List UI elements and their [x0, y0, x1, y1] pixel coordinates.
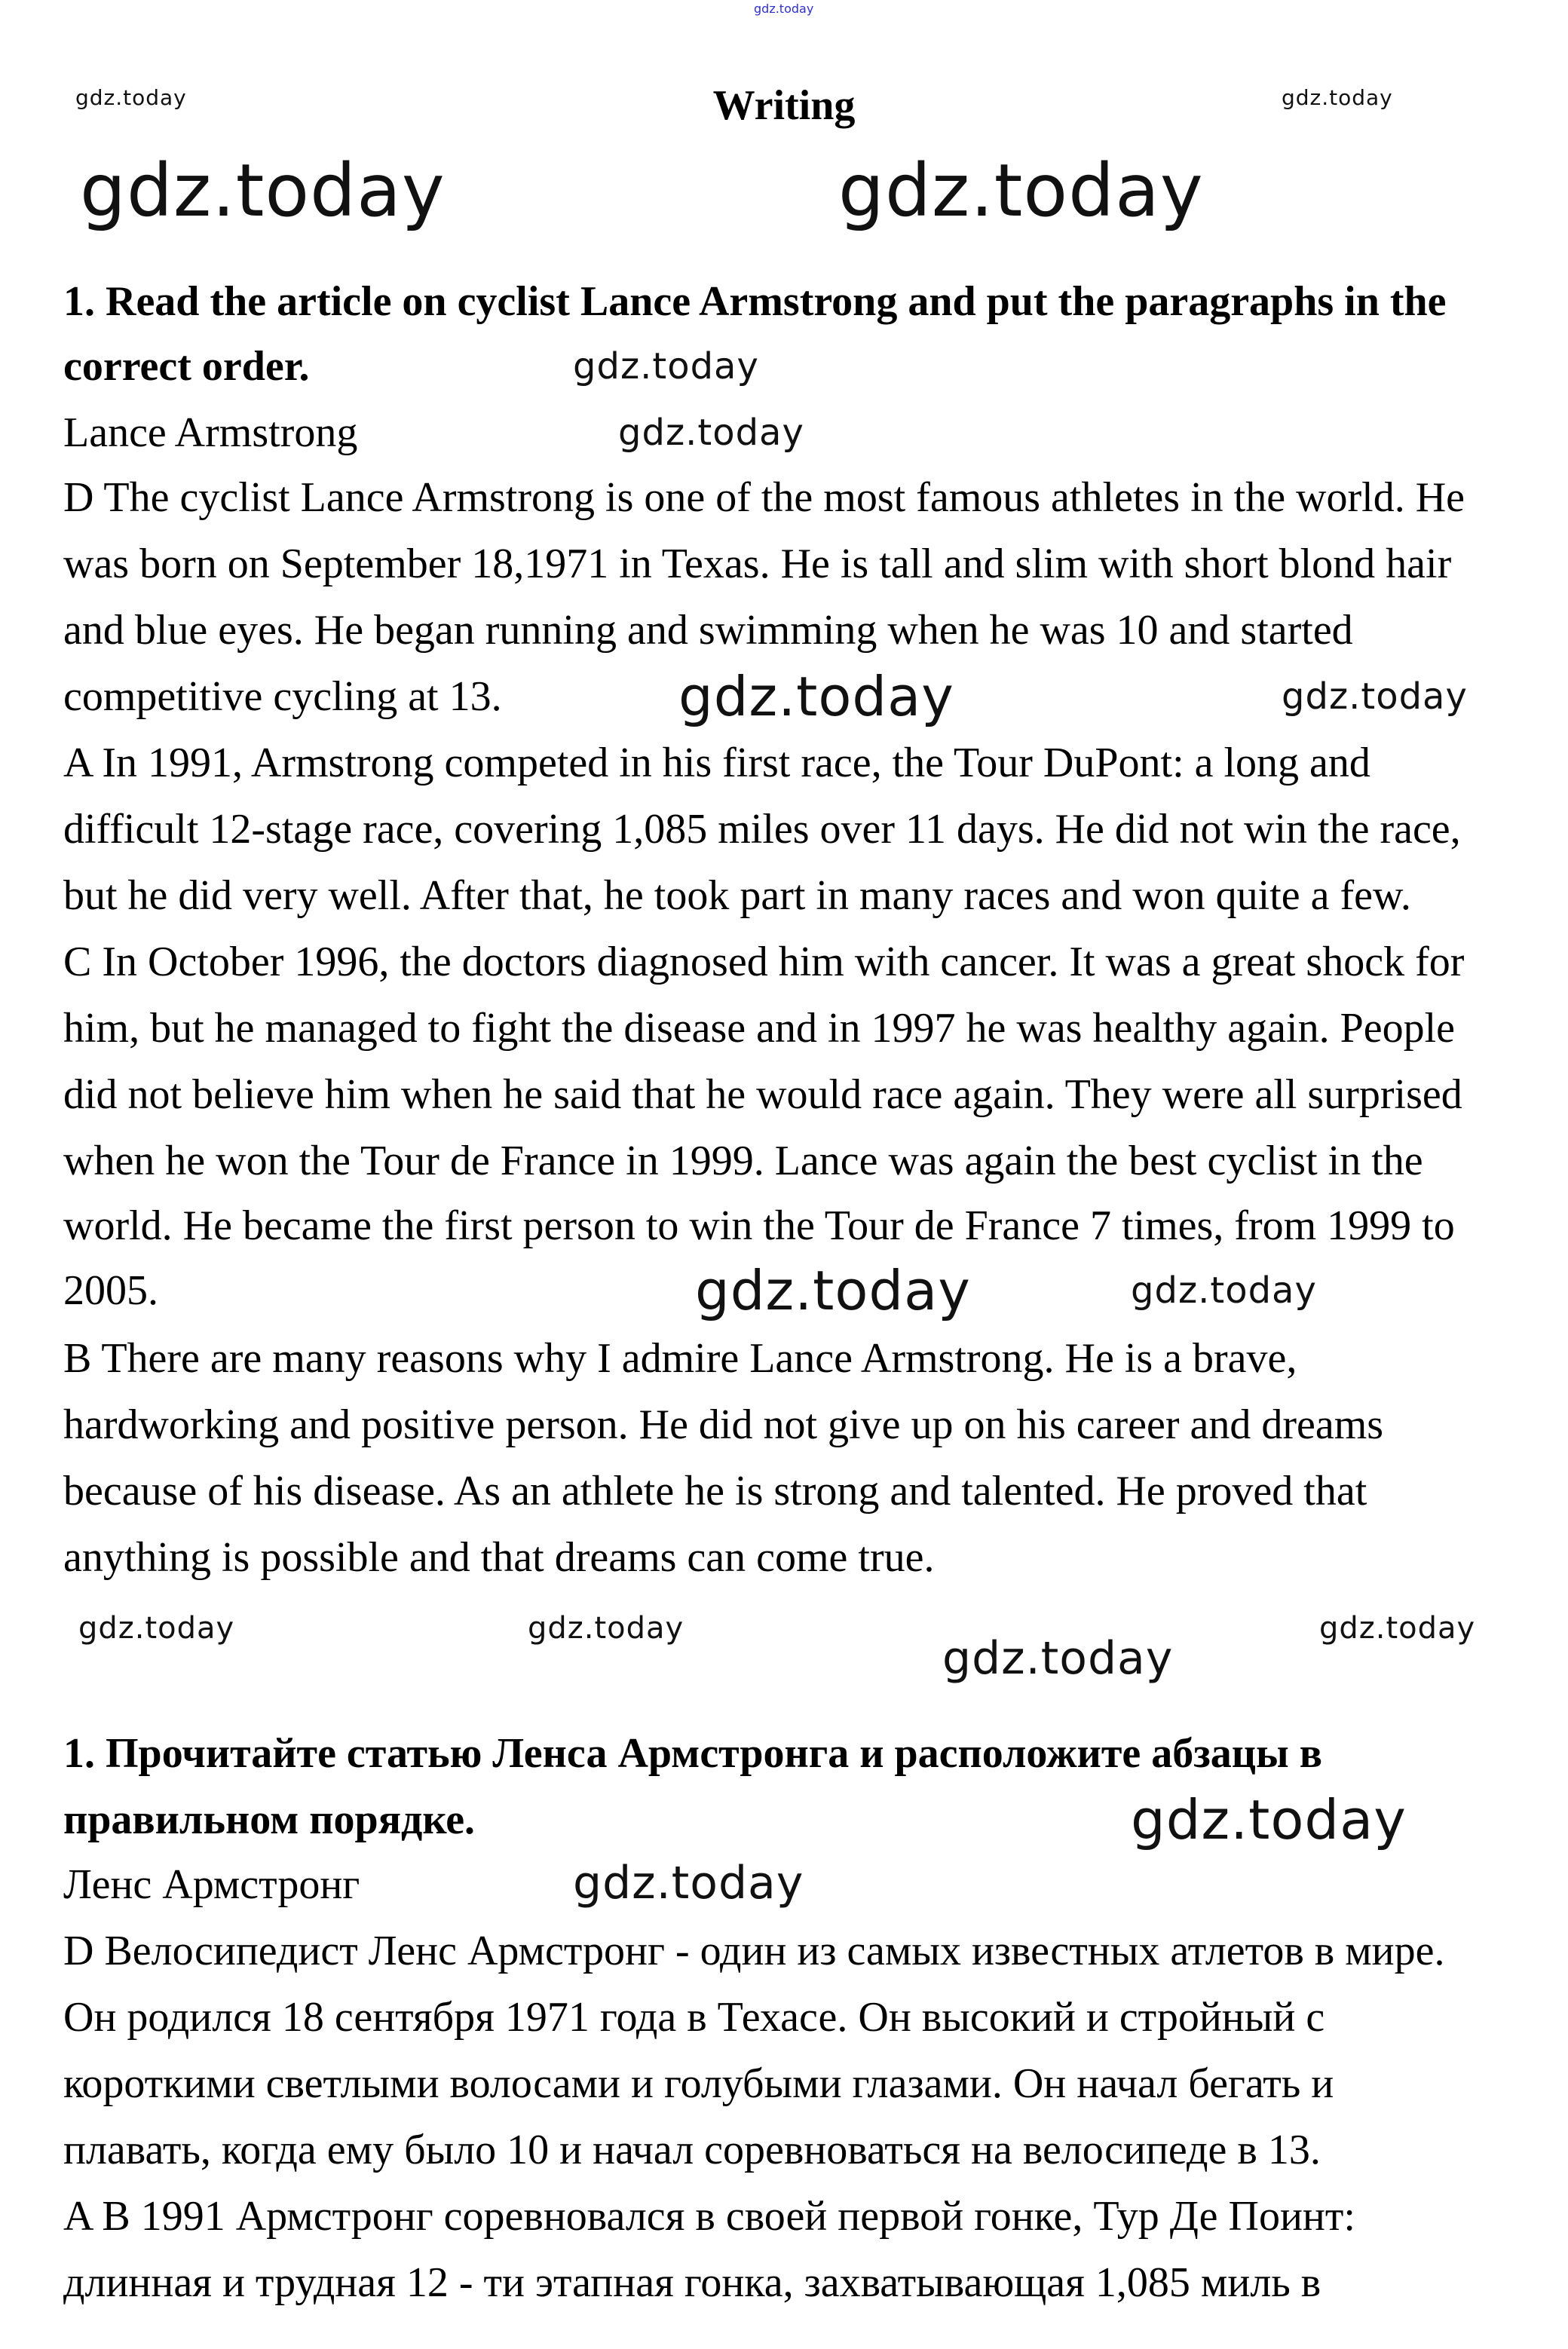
text-line: D The cyclist Lance Armstrong is one of the most famous athletes in the world. He — [63, 474, 1465, 521]
text-line: when he won the Tour de France in 1999. Lance was again the best cyclist in the — [63, 1138, 1423, 1184]
text-line: D Велосипедист Ленс Армстронг - один из самых известных атлетов в мире. — [63, 1928, 1445, 1974]
watermark: gdz.today — [1282, 85, 1393, 110]
watermark: gdz.today — [838, 149, 1204, 233]
watermark: gdz.today — [695, 1259, 971, 1322]
text-line: difficult 12-stage race, covering 1,085 miles over 11 days. He did not win the race, — [63, 806, 1461, 853]
watermark: gdz.today — [80, 149, 446, 233]
text-line: B There are many reasons why I admire Lance Armstrong. He is a brave, — [63, 1335, 1297, 1382]
watermark: gdz.today — [78, 1611, 235, 1646]
text-line: hardworking and positive person. He did not give up on his career and dreams — [63, 1401, 1384, 1448]
watermark: gdz.today — [618, 412, 804, 454]
watermark: gdz.today — [75, 85, 187, 110]
text-line: A In 1991, Armstrong competed in his first race, the Tour DuPont: a long and — [63, 740, 1370, 786]
text-line: anything is possible and that dreams can come true. — [63, 1534, 935, 1581]
watermark: gdz.today — [1131, 1788, 1407, 1851]
text-line: A B 1991 Армстронг соревновался в своей первой гонке, Тур Де Поинт: — [63, 2193, 1355, 2240]
watermark: gdz.today — [678, 665, 954, 728]
page-title: Writing — [712, 82, 856, 129]
watermark: gdz.today — [942, 1632, 1174, 1685]
text-line: did not believe him when he said that he would race again. They were all surprised — [63, 1071, 1462, 1118]
watermark: gdz.today — [1319, 1611, 1476, 1646]
text-line: but he did very well. After that, he took part in many races and won quite a few. — [63, 872, 1411, 919]
text-line: world. He became the first person to win the Tour de France 7 times, from 1999 to — [63, 1202, 1455, 1249]
text-line: 2005. — [63, 1267, 158, 1314]
text-line: короткими светлыми волосами и голубыми глазами. Он начал бегать и — [63, 2060, 1334, 2107]
task-heading-en-line-1: 1. Read the article on cyclist Lance Armstrong and put the paragraphs in the — [63, 278, 1447, 325]
text-line: and blue eyes. He began running and swimming when he was 10 and started — [63, 607, 1353, 654]
text-line: was born on September 18,1971 in Texas. He is tall and slim with short blond hair — [63, 541, 1452, 587]
watermark: gdz.today — [1131, 1269, 1317, 1312]
watermark: gdz.today — [1282, 675, 1468, 718]
task-heading-en-line-2: correct order. — [63, 343, 310, 390]
task-heading-ru-line-2: правильном порядке. — [63, 1796, 476, 1843]
text-line: because of his disease. As an athlete he is strong and talented. He proved that — [63, 1468, 1367, 1514]
watermark: gdz.today — [573, 345, 759, 387]
text-line: Он родился 18 сентября 1971 года в Техасе. Он высокий и стройный с — [63, 1994, 1325, 2041]
text-line: him, but he managed to fight the disease and in 1997 he was healthy again. People — [63, 1005, 1455, 1052]
article-title-ru: Ленс Армстронг — [63, 1861, 360, 1908]
watermark-top: gdz.today — [754, 2, 814, 16]
text-line: competitive cycling at 13. — [63, 673, 502, 720]
watermark: gdz.today — [573, 1857, 804, 1910]
article-title-en: Lance Armstrong — [63, 409, 358, 456]
text-line: плавать, когда ему было 10 и начал соревноваться на велосипеде в 13. — [63, 2127, 1321, 2173]
watermark: gdz.today — [528, 1611, 684, 1646]
text-line: C In October 1996, the doctors diagnosed him with cancer. It was a great shock for — [63, 939, 1465, 985]
text-line: длинная и трудная 12 - ти этапная гонка, захватывающая 1,085 миль в — [63, 2259, 1321, 2306]
task-heading-ru-line-1: 1. Прочитайте статью Ленса Армстронга и расположите абзацы в — [63, 1730, 1322, 1777]
